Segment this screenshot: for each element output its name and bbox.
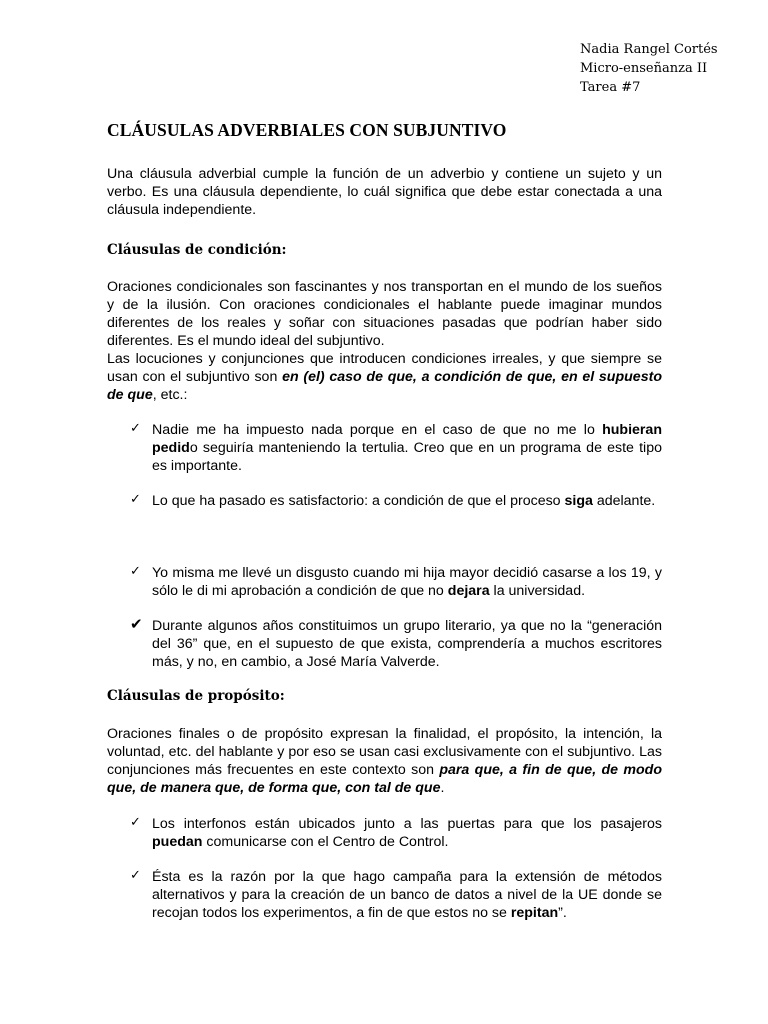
list-item-text: adelante.	[592, 493, 656, 509]
assignment-number: Tarea #7	[580, 80, 641, 95]
purpose-paragraph	[107, 725, 662, 797]
list-item	[130, 617, 662, 671]
list-item	[130, 815, 662, 851]
list-item-text: Yo misma me llevé un disgusto cuando mi hija mayor decidió casarse a los 19, y sólo le di mi aprobación a condición de que no	[152, 565, 662, 599]
author-name: Nadia Rangel Cortés	[580, 42, 718, 57]
list-item-bold: repitan	[510, 905, 559, 921]
list-item	[130, 421, 662, 475]
condition-heading: Cláusulas de condición:	[107, 242, 287, 258]
list-item-text: comunicarse con el Centro de Control.	[202, 834, 449, 850]
list-item-text: la universidad.	[489, 583, 586, 599]
list-item-bold: siga	[564, 493, 593, 509]
checkmark-icon: ✓	[130, 868, 141, 883]
list-item-text: Los interfonos están ubicados junto a las puertas para que los pasajeros	[152, 816, 662, 832]
purpose-conjunctions: para que, a fin de que, de modo que, de manera que, de forma que, con tal de que	[107, 762, 662, 796]
list-item-text: ”.	[558, 905, 567, 921]
condition-paragraph-1: Oraciones condicionales son fascinantes y nos transportan en el mundo de los sueños y de la ilusión. Con oraciones condicionales el hablante puede imaginar mundos diferentes de los reales y soñar con situaciones pasadas que podrían haber sido diferentes. Es el mundo ideal del subjuntivo.	[107, 279, 662, 349]
list-item-text: Durante algunos años constituimos un grupo literario, ya que no la “generación del 36” que, en el supuesto de que exista, comprendería a muchos escritores más, y no, en cambio, a José María Valverde.	[152, 618, 662, 670]
list-item-bold: puedan	[152, 834, 203, 850]
list-item	[130, 564, 662, 600]
checkmark-icon: ✓	[130, 492, 141, 507]
checkmark-icon: ✓	[130, 815, 141, 830]
condition-conjunctions: en (el) caso de que, a condición de que, en el supuesto de que	[107, 369, 662, 403]
checkmark-icon: ✓	[130, 421, 141, 436]
list-item-text: Ésta es la razón por la que hago campaña para la extensión de métodos alternativos y para la creación de un banco de datos a nivel de la UE donde se recojan todos los experimentos, a fin de que estos no se	[152, 869, 662, 921]
list-item	[130, 868, 662, 922]
list-item	[130, 492, 662, 510]
list-item-text: Lo que ha pasado es satisfactorio: a condición de que el proceso	[152, 493, 565, 509]
purpose-paragraph-end: .	[440, 780, 445, 796]
list-item-bold: hubieran pedid	[152, 422, 662, 456]
document-header	[580, 40, 718, 97]
list-item-text: Nadie me ha impuesto nada porque en el caso de que no me lo	[152, 422, 603, 438]
checkmark-icon: ✓	[130, 564, 141, 579]
condition-paragraph-2-end: , etc.:	[152, 387, 188, 403]
condition-paragraph-2	[107, 350, 662, 404]
page-title: CLÁUSULAS ADVERBIALES CON SUBJUNTIVO	[107, 120, 507, 140]
checkmark-icon: ✔	[130, 615, 143, 633]
purpose-paragraph-start: Oraciones finales o de propósito expresan la finalidad, el propósito, la intención, la voluntad, etc. del hablante y por eso se usan casi exclusivamente con el subjuntivo. Las conjunciones más frecuentes en este contexto son	[107, 726, 662, 778]
course-name: Micro-enseñanza II	[580, 61, 708, 76]
condition-paragraph-2-start: Las locuciones y conjunciones que introducen condiciones irreales, y que siempre se usan con el subjuntivo son	[107, 351, 662, 385]
purpose-heading: Cláusulas de propósito:	[107, 688, 285, 704]
list-item-text: o seguiría manteniendo la tertulia. Creo que en un programa de este tipo es importante.	[152, 440, 662, 474]
intro-paragraph: Una cláusula adverbial cumple la función de un adverbio y contiene un sujeto y un verbo. Es una cláusula dependiente, lo cuál significa que debe estar conectada a una cláusula independiente.	[107, 166, 662, 218]
list-item-bold: dejara	[447, 583, 490, 599]
